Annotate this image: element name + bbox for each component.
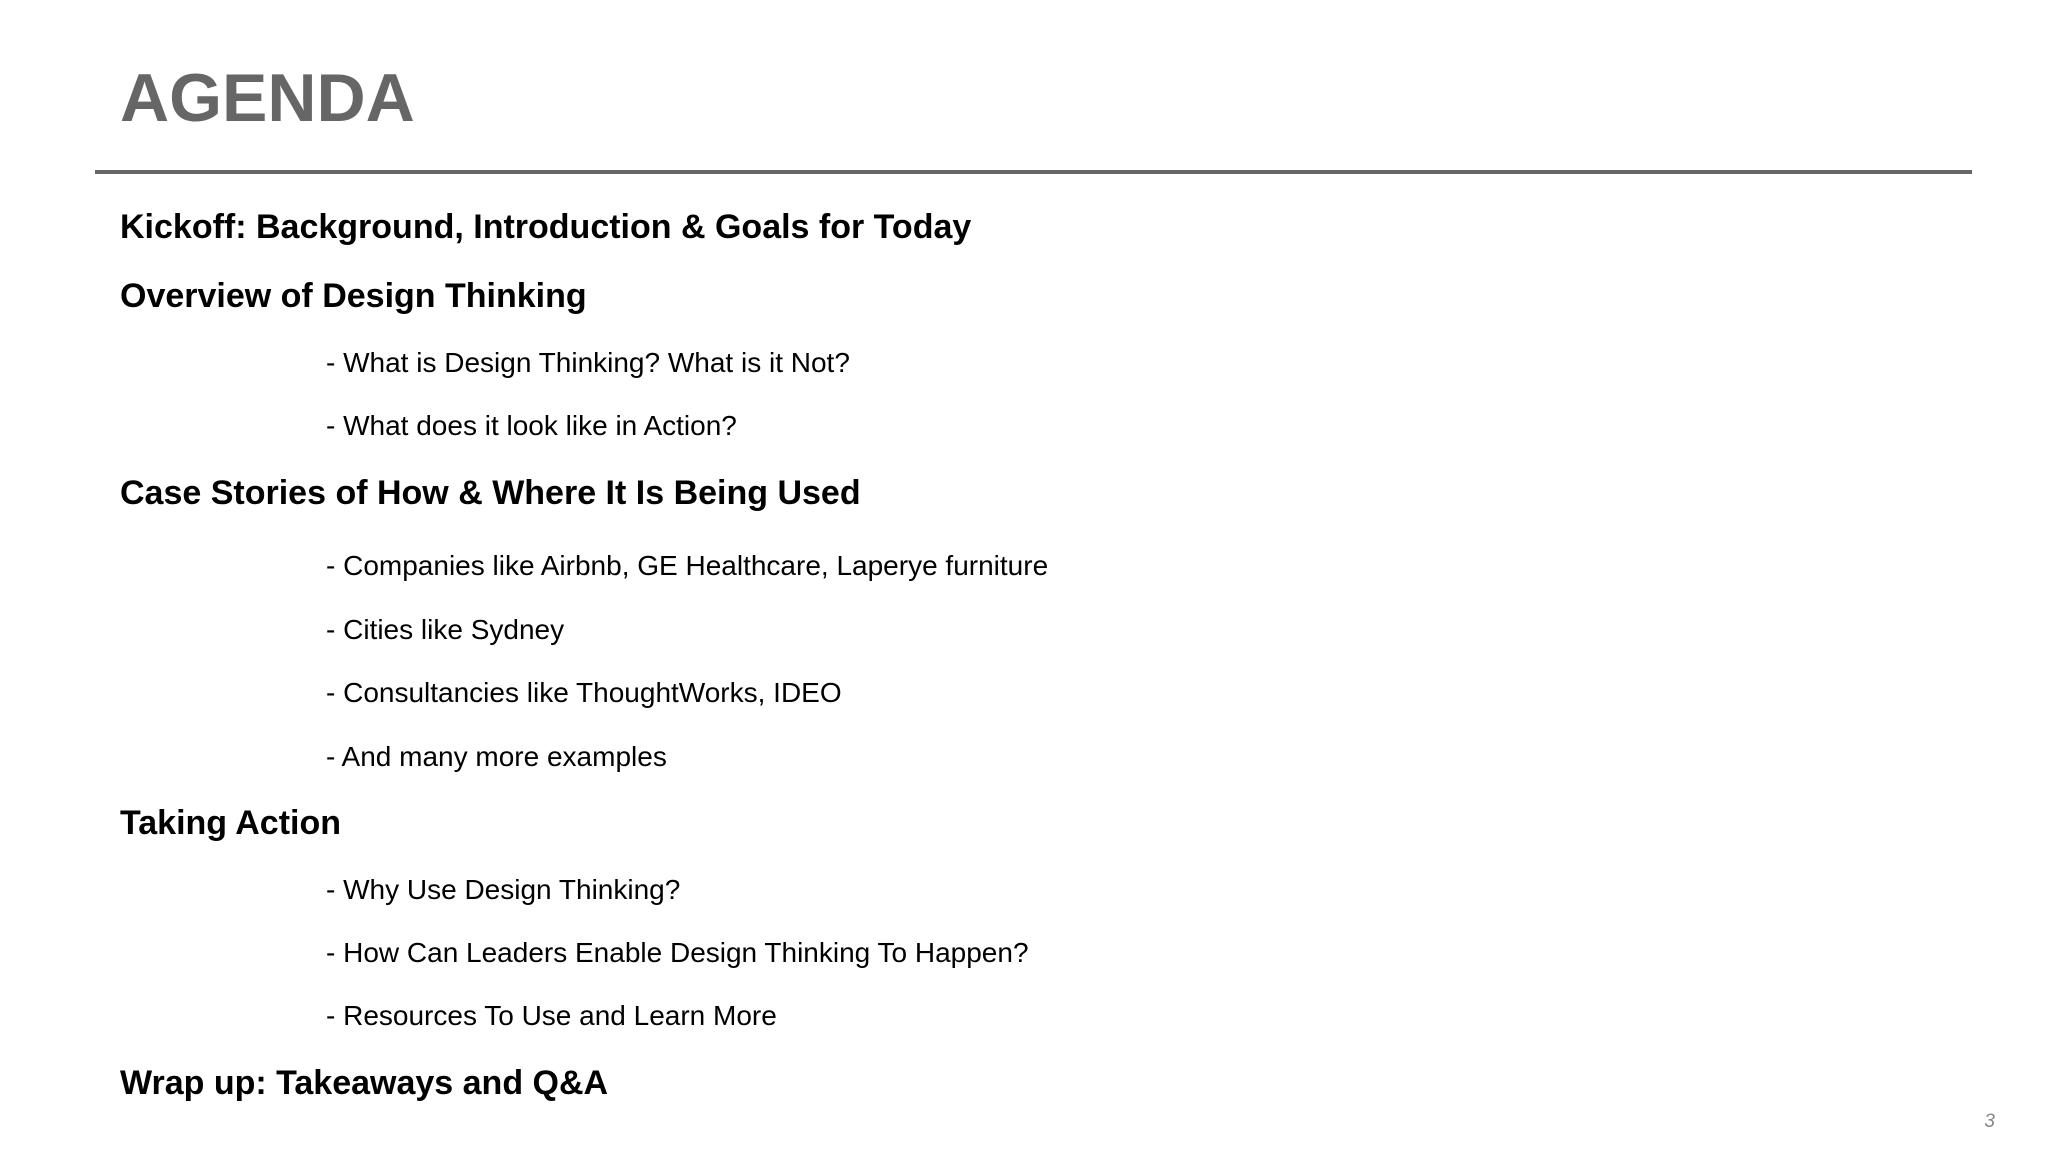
- agenda-heading-wrap-up: Wrap up: Takeaways and Q&A: [120, 1064, 609, 1102]
- agenda-subitem: - Why Use Design Thinking?: [326, 874, 681, 905]
- title-divider: [95, 170, 1972, 174]
- agenda-subitem: - Companies like Airbnb, GE Healthcare, Laperye furniture: [326, 550, 1049, 581]
- agenda-subitem: - And many more examples: [326, 741, 667, 772]
- agenda-subitem: - Consultancies like ThoughtWorks, IDEO: [326, 677, 842, 708]
- agenda-heading-overview: Overview of Design Thinking: [120, 277, 587, 315]
- agenda-heading-taking-action: Taking Action: [120, 804, 341, 842]
- agenda-subitem: - Cities like Sydney: [326, 614, 565, 645]
- agenda-subitem: - How Can Leaders Enable Design Thinking To Happen?: [326, 937, 1029, 968]
- agenda-heading-kickoff: Kickoff: Background, Introduction & Goals for Today: [120, 208, 972, 246]
- agenda-heading-case-stories: Case Stories of How & Where It Is Being Used: [120, 474, 861, 512]
- agenda-subitem: - Resources To Use and Learn More: [326, 1000, 777, 1031]
- page-number: 3: [1984, 1111, 1995, 1132]
- slide-title: AGENDA: [120, 60, 415, 136]
- agenda-subitem: - What does it look like in Action?: [326, 410, 737, 441]
- agenda-subitem: - What is Design Thinking? What is it Not?: [326, 347, 850, 378]
